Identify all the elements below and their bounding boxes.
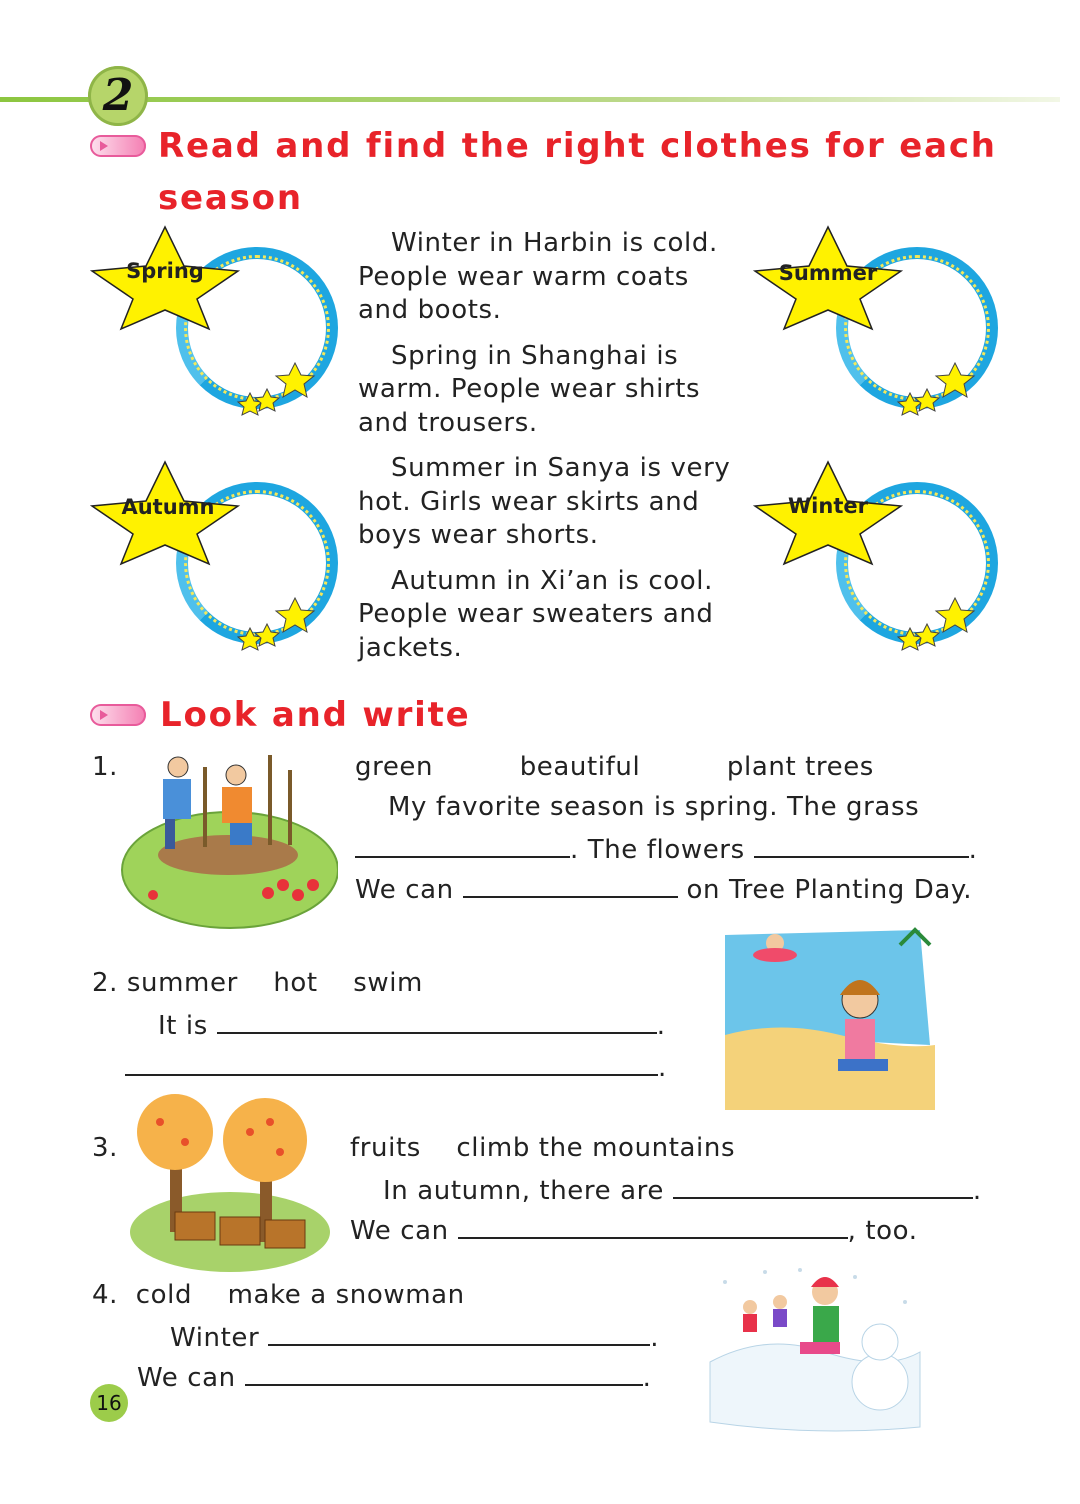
passage-xian: Autumn in Xi’an is cool. People wear sweaters and jackets. — [358, 565, 714, 663]
q4-line2-end: . — [642, 1363, 652, 1393]
q1-line2 — [355, 832, 977, 865]
word-bank-item: swim — [353, 968, 423, 998]
section2-title: Look and write — [160, 695, 471, 735]
q3-line2 — [350, 1213, 918, 1246]
q1-line2-end: . — [968, 835, 978, 865]
q4-line1 — [170, 1320, 659, 1353]
passages-column — [358, 227, 743, 677]
q4-number: 4. — [92, 1280, 119, 1310]
unit-number-badge: 2 — [88, 66, 148, 126]
q2-line1-start: It is — [158, 1011, 208, 1041]
q2-line1-end: . — [656, 1011, 666, 1041]
star-icon — [750, 225, 1010, 425]
word-bank-item: climb the mountains — [456, 1133, 736, 1163]
answer-blank[interactable] — [125, 1050, 658, 1076]
word-bank-item: green — [355, 752, 434, 782]
season-badge-winter[interactable] — [750, 460, 1010, 660]
passage-shanghai: Spring in Shanghai is warm. People wear shirts and trousers. — [358, 340, 701, 438]
q4-line1-start: Winter — [170, 1323, 260, 1353]
q2-line2-end: . — [658, 1053, 667, 1083]
page-number: 16 — [90, 1384, 128, 1422]
q3-line1 — [383, 1173, 982, 1206]
q1-line1: My favorite season is spring. The grass — [388, 792, 920, 822]
season-label: Summer — [778, 261, 878, 285]
word-bank-item: hot — [273, 968, 318, 998]
answer-blank[interactable] — [463, 872, 678, 898]
section1-title-line2: season — [158, 178, 303, 218]
word-bank-item: fruits — [350, 1133, 421, 1163]
q3-number: 3. — [92, 1133, 119, 1163]
q4-line2-start: We can — [137, 1363, 236, 1393]
season-label: Winter — [788, 494, 868, 518]
season-badge-summer[interactable] — [750, 225, 1010, 425]
answer-blank[interactable] — [268, 1320, 650, 1346]
answer-blank[interactable] — [754, 832, 969, 858]
winter-snowman-illustration — [705, 1262, 925, 1434]
q2-word-bank — [92, 968, 423, 998]
star-icon — [750, 460, 1010, 660]
word-bank-item: summer — [126, 968, 238, 998]
q3-line2-start: We can — [350, 1216, 449, 1246]
spring-planting-illustration — [118, 745, 338, 930]
q1-line3-end: on Tree Planting Day. — [686, 875, 973, 905]
answer-blank[interactable] — [673, 1173, 973, 1199]
section1-title-line1: Read and find the right clothes for each — [158, 126, 997, 166]
q1-word-bank — [355, 752, 874, 782]
q3-line1-end: . — [972, 1176, 982, 1206]
q4-line1-end: . — [650, 1323, 660, 1353]
word-bank-item: cold — [135, 1280, 193, 1310]
answer-blank[interactable] — [458, 1213, 848, 1239]
season-badge-spring[interactable] — [90, 225, 350, 425]
unit-divider-line — [0, 97, 1060, 102]
q2-line2 — [125, 1050, 667, 1083]
q3-word-bank — [350, 1133, 735, 1163]
passage-sanya: Summer in Sanya is very hot. Girls wear skirts and boys wear shorts. — [358, 453, 731, 550]
word-bank-item: beautiful — [519, 752, 641, 782]
q2-line1 — [158, 1008, 666, 1041]
q2-number: 2. — [92, 968, 119, 998]
autumn-orchard-illustration — [130, 1092, 330, 1272]
star-icon — [90, 460, 350, 660]
word-bank-item: make a snowman — [227, 1280, 465, 1310]
q1-number: 1. — [92, 752, 119, 782]
summer-beach-illustration — [720, 925, 940, 1115]
section-marker-icon — [90, 704, 146, 726]
q3-line2-end: , too. — [847, 1216, 918, 1246]
q1-line2-text: . The flowers — [570, 835, 745, 865]
q4-line2 — [137, 1360, 652, 1393]
q4-word-bank — [92, 1280, 465, 1310]
word-bank-item: plant trees — [726, 752, 874, 782]
answer-blank[interactable] — [245, 1360, 643, 1386]
passage-harbin: Winter in Harbin is cold. People wear warm coats and boots. — [358, 228, 718, 325]
q1-line3 — [355, 872, 972, 905]
q3-line1-start: In autumn, there are — [383, 1176, 664, 1206]
section-marker-icon — [90, 135, 146, 157]
season-label: Autumn — [121, 495, 215, 519]
q1-line3-start: We can — [355, 875, 454, 905]
answer-blank[interactable] — [355, 832, 570, 858]
answer-blank[interactable] — [217, 1008, 657, 1034]
star-icon — [90, 225, 350, 425]
season-badge-autumn[interactable] — [90, 460, 350, 660]
season-label: Spring — [126, 259, 204, 283]
